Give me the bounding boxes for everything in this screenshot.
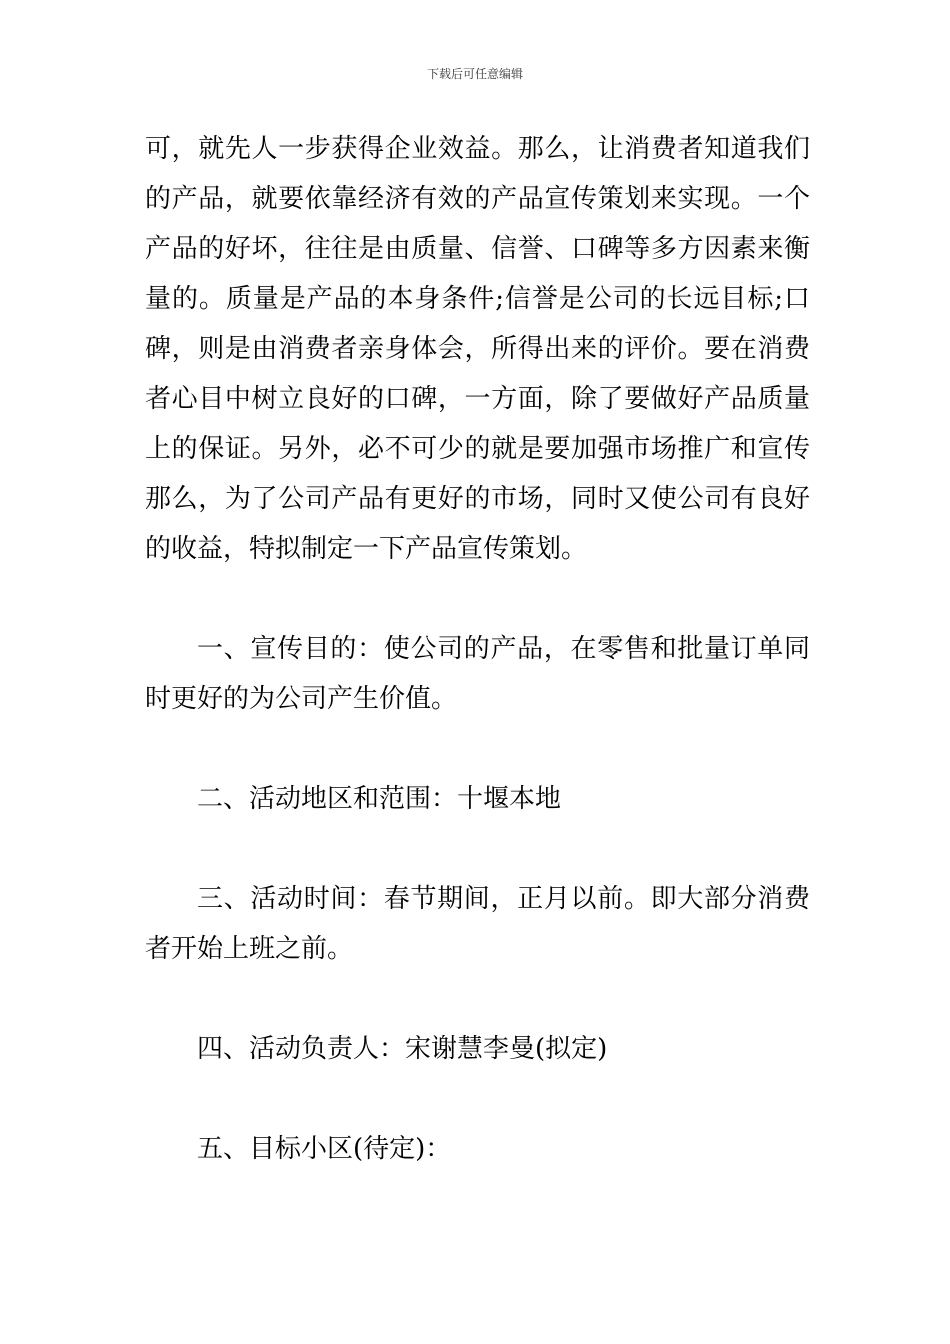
- paragraph-intro: 可，就先人一步获得企业效益。那么，让消费者知道我们的产品，就要依靠经济有效的产品宣传策划来实现。一个产品的好坏，往往是由质量、信誉、口碑等多方因素来衡量的。质量是产品的本身条件;信誉是公司的长远目标;口碑，则是由消费者亲身体会，所得出来的评价。要在消费者心目中树立良好的口碑，一方面，除了要做好产品质量上的保证。另外，必不可少的就是要加强市场推广和宣传那么，为了公司产品有更好的市场，同时又使公司有良好的收益，特拟制定一下产品宣传策划。: [145, 134, 810, 564]
- paragraph-spacer: [145, 974, 810, 1024]
- document-body: [145, 124, 810, 1174]
- paragraph-spacer: [145, 574, 810, 624]
- paragraph-owner: 四、活动负责人：宋谢慧李曼(拟定): [197, 1034, 608, 1064]
- paragraph-spacer: [145, 724, 810, 774]
- page-header: 下载后可任意编辑: [426, 67, 523, 81]
- paragraph-time: 三、活动时间：春节期间，正月以前。即大部分消费者开始上班之前。: [145, 884, 810, 964]
- paragraph-spacer: [145, 1074, 810, 1124]
- paragraph-target: 五、目标小区(待定)：: [197, 1134, 452, 1164]
- paragraph-spacer: [145, 824, 810, 874]
- paragraph-region: 二、活动地区和范围：十堰本地: [197, 784, 562, 814]
- paragraph-purpose: 一、宣传目的：使公司的产品，在零售和批量订单同时更好的为公司产生价值。: [145, 634, 810, 714]
